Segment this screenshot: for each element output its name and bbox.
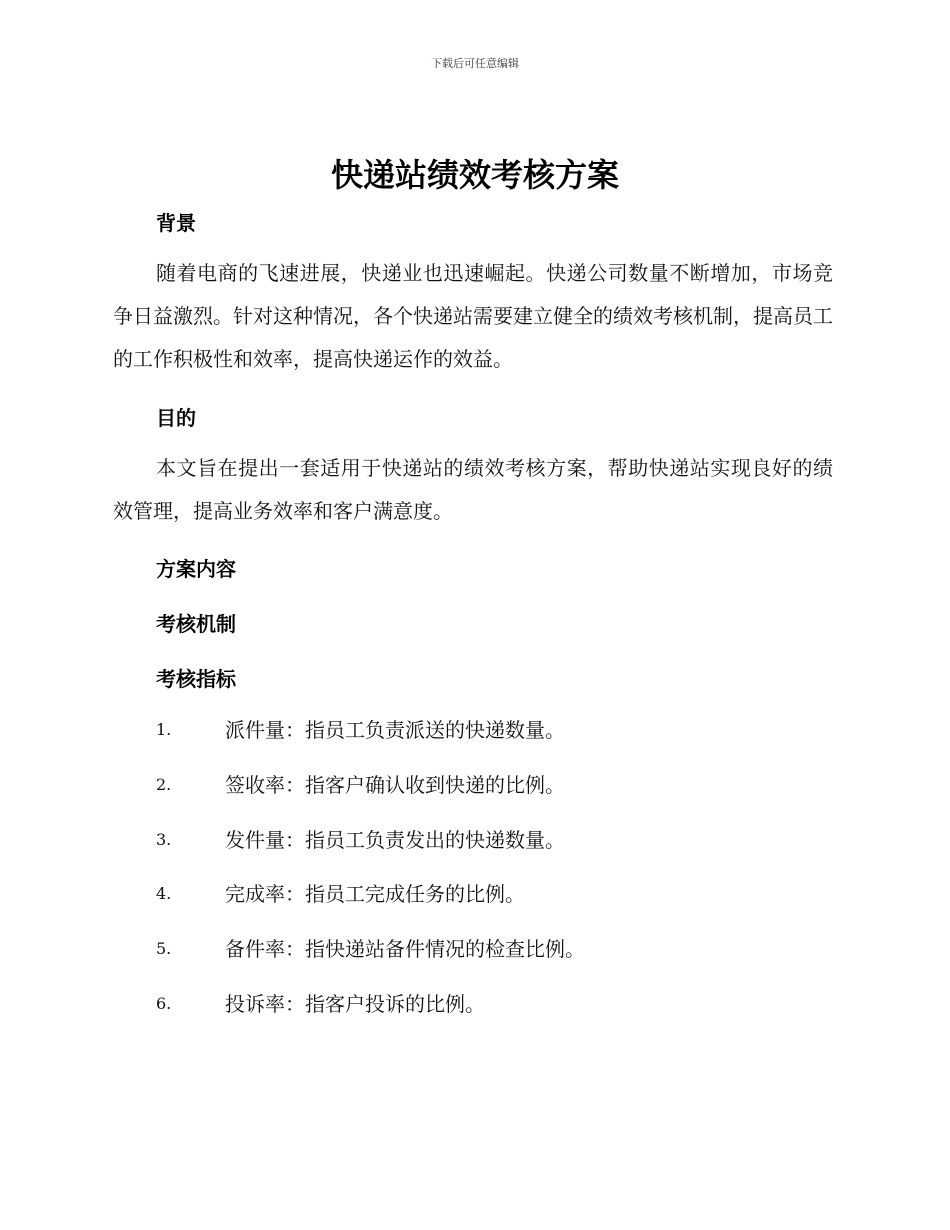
- list-item-text: 备件率：指快递站备件情况的检查比例。: [225, 937, 585, 962]
- list-item-text: 完成率：指员工完成任务的比例。: [225, 882, 525, 907]
- header-note: 下载后可任意编辑: [431, 57, 519, 70]
- list-item-number: 2.: [156, 774, 172, 794]
- list-item: [156, 712, 585, 767]
- list-item-text: 签收率：指客户确认收到快递的比例。: [225, 772, 565, 797]
- list-item-text: 发件量：指员工负责发出的快递数量。: [225, 827, 565, 852]
- paragraph-background: 随着电商的飞速进展，快递业也迅速崛起。快递公司数量不断增加，市场竞争日益激烈。针对这种情况，各个快递站需要建立健全的绩效考核机制，提高员工的工作积极性和效率，提高快递运作的效益。: [113, 261, 833, 371]
- heading-indicators: 考核指标: [156, 667, 236, 691]
- heading-purpose: 目的: [156, 406, 196, 430]
- paragraph-purpose: 本文旨在提出一套适用于快递站的绩效考核方案，帮助快递站实现良好的绩效管理，提高业务效率和客户满意度。: [113, 456, 833, 523]
- list-item-text: 投诉率：指客户投诉的比例。: [225, 991, 485, 1016]
- list-item: [156, 931, 585, 986]
- heading-content: 方案内容: [156, 557, 236, 581]
- list-item: [156, 986, 585, 1041]
- list-item-text: 派件量：指员工负责派送的快递数量。: [225, 718, 565, 742]
- list-item-number: 5.: [156, 939, 172, 959]
- list-item-number: 4.: [156, 884, 172, 904]
- list-item-number: 6.: [156, 993, 172, 1013]
- heading-mechanism: 考核机制: [156, 612, 236, 636]
- list-item-number: 3.: [156, 829, 172, 849]
- document-title: 快递站绩效考核方案: [330, 156, 619, 194]
- list-item-number: 1.: [156, 720, 172, 739]
- list-item: [156, 822, 585, 877]
- heading-background: 背景: [156, 211, 196, 235]
- list-item: [156, 767, 585, 822]
- indicator-list: [156, 712, 585, 1041]
- list-item: [156, 876, 585, 931]
